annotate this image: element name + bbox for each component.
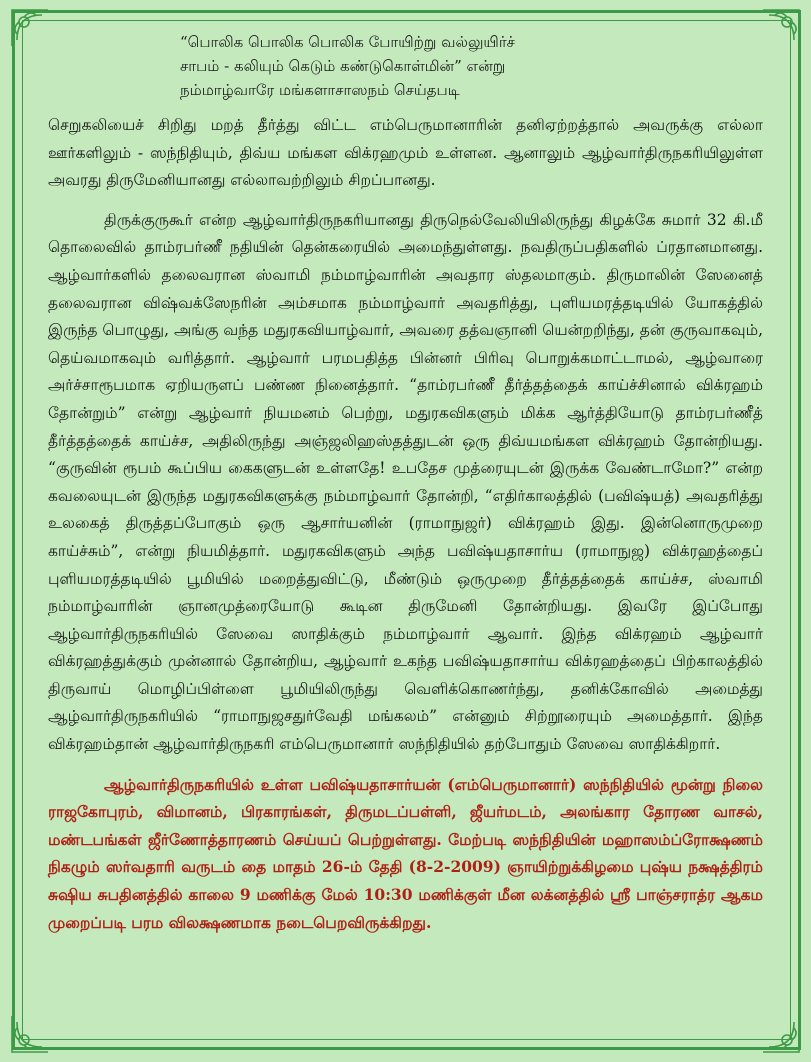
corner-ornament-icon (759, 1012, 803, 1056)
opening-verse: “பொலிக பொலிக பொலிக போயிற்று வல்லுயிர்ச் சாபம் - கலியும் கெடும் கண்டுகொள்மின்” என்று நம்மாழ்வாரே மங்களாசாஸநம் செய்தபடி (180, 33, 515, 99)
corner-ornament-icon (8, 1012, 52, 1056)
paragraph-intro: செறுகலியைச் சிறிது மறத் தீர்த்து விட்ட எம்பெருமானாரின் தனிஏற்றத்தால் அவருக்கு எல்லா ஊர்களிலும் - ஸந்நிதியும், திவ்ய மங்கள விக்ரஹமும் உள்ளன. ஆனாலும் ஆழ்வார்திருநகரியிலுள்ள அவரது திருமேனியானது எல்லாவற்றிலும் சிறப்பானது. (48, 116, 763, 190)
corner-ornament-icon (759, 6, 803, 50)
paragraph-history: திருக்குருகூர் என்ற ஆழ்வார்திருநகரியானது திருநெல்வேலியிலிருந்து கிழக்கே சுமார் 32 கி.மீ தொலைவில் தாம்ரபர்ணீ நதியின் தென்கரையில் அமைந்துள்ளது. நவதிருப்பதிகளில் ப்ரதானமானது. ஆழ்வார்களில் தலைவரான ஸ்வாமி நம்மாழ்வாரின் அவதார ஸ்தலமாகும். திருமாலின் ஸேனைத் தலைவரான விஷ்வக்ஸேநரின் அம்சமாக நம்மாழ்வார் அவதரித்து, புளியமரத்தடியில் யோகத்தில் இருந்த பொழுது, அங்கு வந்த மதுரகவியாழ்வார், அவரை தத்வஞானி யென்றறிந்து, தன் குருவாகவும், தெய்வமாகவும் வரித்தார். ஆழ்வார் பரமபதித்த பின்னர் பிரிவு பொறுக்கமாட்டாமல், ஆழ்வாரை அர்ச்சாரூபமாக ஏறியருளப் பண்ண நினைத்தார். “தாம்ரபர்ணீ தீர்த்தத்தைக் காய்ச்சினால் விக்ரஹம் தோன்றும்” என்று ஆழ்வார் நியமனம் பெற்று, மதுரகவிகளும் மிக்க ஆர்த்தியோடு தாம்ரபர்ணீத் தீர்த்தத்தைக் காய்ச்ச, அதிலிருந்து அஞ்ஜலிஹஸ்தத்துடன் ஒரு திவ்யமங்கள விக்ரஹம் தோன்றியது. “குருவின் ரூபம் கூப்பிய கைகளுடன் உள்ளதே! உபதேச முத்ரையுடன் இருக்க வேண்டாமோ?” என்ற கவலையுடன் இருந்த மதுரகவிகளுக்கு நம்மாழ்வார் தோன்றி, “எதிர்காலத்தில் (பவிஷ்யத்) அவதரித்து உலகைத் திருத்தப்போகும் ஒரு ஆசார்யனின் (ராமாநுஜர்) விக்ரஹம் இது. இன்னொருமுறை காய்ச்சும்”, என்று நியமித்தார். மதுரகவிகளும் அந்த பவிஷ்யதாசார்ய (ராமாநுஜ) விக்ரஹத்தைப் புளியமரத்தடியில் பூமியில் மறைத்துவிட்டு, மீண்டும் ஒருமுறை தீர்த்தத்தைக் காய்ச்ச, ஸ்வாமி நம்மாழ்வாரின் ஞானமுத்ரையோடு கூடின திருமேனி தோன்றியது. இவரே இப்போது ஆழ்வார்திருநகரியில் ஸேவை ஸாதிக்கும் நம்மாழ்வார் ஆவார். இந்த விக்ரஹம் ஆழ்வார் விக்ரஹத்துக்கும் முன்னால் தோன்றிய, ஆழ்வார் உகந்த பவிஷ்யதாசார்ய விக்ரஹத்தைப் பிற்காலத்தில் திருவாய் மொழிப்பிள்ளை பூமியிலிருந்து வெளிக்கொணர்ந்து, தனிக்கோவில் அமைத்து ஆழ்வார்திருநகரியில் “ராமாநுஜசதுர்வேதி மங்கலம்” என்னும் சிற்றூரையும் அமைத்தார். இந்த விக்ரஹம்தான் ஆழ்வார்திருநகரி எம்பெருமானார் ஸந்நிதியில் தற்போதும் ஸேவை ஸாதிக்கிறார். (48, 210, 764, 754)
paragraph-announcement: ஆழ்வார்திருநகரியில் உள்ள பவிஷ்யதாசார்யன் (எம்பெருமானார்) ஸந்நிதியில் மூன்று நிலை ராஜகோபுரம், விமானம், பிரகாரங்கள், திருமடப்பள்ளி, ஜீயர்மடம், அலங்கார தோரண வாசல், மண்டபங்கள் ஜீர்ணோத்தாரணம் செய்யப் பெற்றுள்ளது. மேற்படி ஸந்நிதியின் மஹாஸம்ப்ரோக்ஷணம் நிகழும் ஸர்வதாரி வருடம் தை மாதம் 26-ம் தேதி (8-2-2009) ஞாயிற்றுக்கிழமை புஷ்ய நக்ஷத்திரம் சுஷிய சுபதினத்தில் காலை 9 மணிக்கு மேல் 10:30 மணிக்குள் மீன லக்னத்தில் ஸ்ரீ பாஞ்சராத்ர ஆகம முறைப்படி பரம விலக்ஷணமாக நடைபெறவிருக்கிறது. (48, 774, 763, 932)
document-body (48, 30, 763, 936)
corner-ornament-icon (8, 6, 52, 50)
